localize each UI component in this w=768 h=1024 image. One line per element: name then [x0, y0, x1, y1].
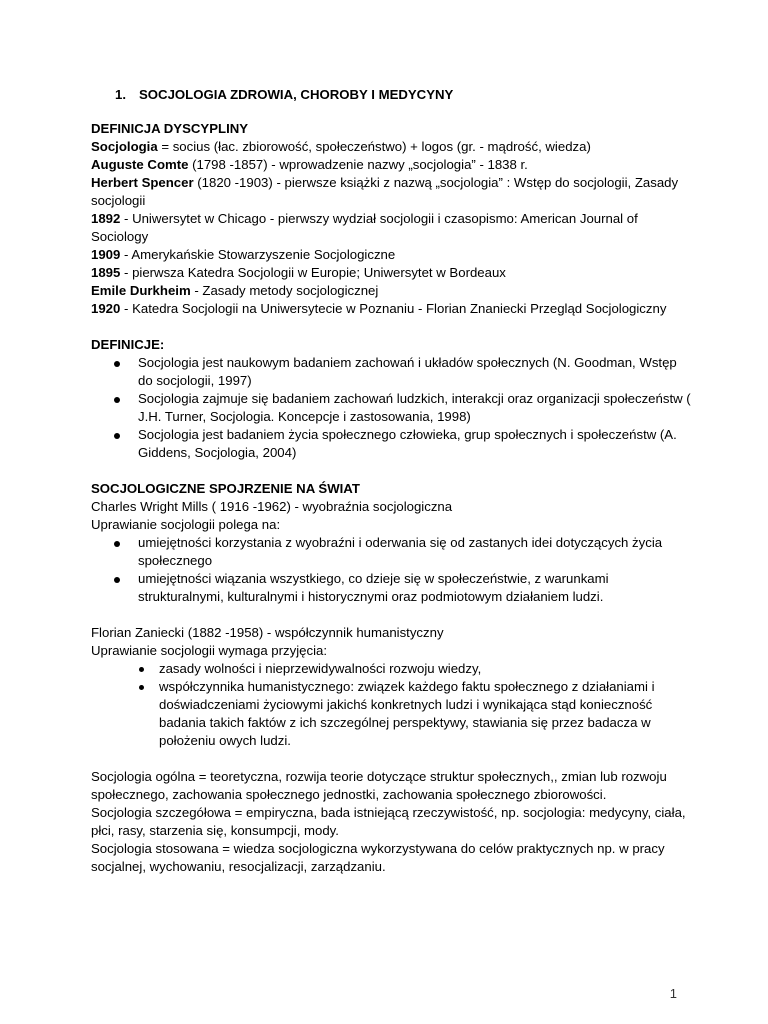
text-line: Florian Zaniecki (1882 -1958) - współczynnik humanistyczny [91, 625, 444, 640]
section-zaniecki [91, 624, 691, 750]
text-line: 1920 - Katedra Socjologii na Uniwersytecie w Poznaniu - Florian Znaniecki Przegląd Socjologiczny [91, 301, 667, 316]
zaniecki-list [91, 660, 691, 750]
list-item: Socjologia jest naukowym badaniem zachowań i układów społecznych (N. Goodman, Wstęp do socjologii, 1997) [91, 354, 691, 390]
section-title: SOCJOLOGICZNE SPOJRZENIE NA ŚWIAT [91, 481, 360, 496]
text-line: 1895 - pierwsza Katedra Socjologii w Europie; Uniwersytet w Bordeaux [91, 265, 506, 280]
list-item: Socjologia zajmuje się badaniem zachowań ludzkich, interakcji oraz organizacji społeczeństw ( J.H. Turner, Socjologia. Koncepcje i zastosowania, 1998) [91, 390, 691, 426]
chapter-number: 1. [115, 87, 126, 102]
section-title: DEFINICJE: [91, 337, 165, 352]
section-closing [91, 768, 691, 876]
section-spojrzenie [91, 480, 691, 606]
text-line: 1909 - Amerykańskie Stowarzyszenie Socjologiczne [91, 247, 396, 262]
list-item: zasady wolności i nieprzewidywalności rozwoju wiedzy, [91, 660, 691, 678]
paragraph: Socjologia stosowana = wiedza socjologiczna wykorzystywana do celów praktycznych np. w pracy socjalnej, wychowaniu, resocjalizacji, zarządzaniu. [91, 841, 665, 874]
document-page [91, 86, 691, 876]
section-definicja-dyscypliny [91, 120, 691, 318]
chapter-heading [115, 86, 691, 104]
text-line: Emile Durkheim - Zasady metody socjologicznej [91, 283, 379, 298]
text-line: Uprawianie socjologii polega na: [91, 517, 281, 532]
text-line: Charles Wright Mills ( 1916 -1962) - wyobraźnia socjologiczna [91, 499, 453, 514]
list-item: umiejętności korzystania z wyobraźni i oderwania się od zastanych idei dotyczących życia społecznego [91, 534, 691, 570]
text-line: 1892 - Uniwersytet w Chicago - pierwszy wydział socjologii i czasopismo: American Journal of Sociology [91, 211, 638, 244]
paragraph: Socjologia szczegółowa = empiryczna, bada istniejącą rzeczywistość, np. socjologia: medycyny, ciała, płci, rasy, starzenia się, konsumpcji, mody. [91, 805, 686, 838]
paragraph: Socjologia ogólna = teoretyczna, rozwija teorie dotyczące struktur społecznych,, zmian lub rozwoju społecznego, zachowania społecznego jednostki, zachowania społecznego zbiorowości. [91, 769, 667, 802]
section-title: DEFINICJA DYSCYPLINY [91, 121, 249, 136]
list-item: współczynnika humanistycznego: związek każdego faktu społecznego z działaniami i doświadczeniami życiowymi jakichś konkretnych ludzi i wynikająca stąd konieczność badania takich faktów z ich szczególnej perspektywy, stawiania się przez badacza w położeniu owych ludzi. [91, 678, 691, 750]
text-line: Auguste Comte (1798 -1857) - wprowadzenie nazwy „socjologia” - 1838 r. [91, 157, 528, 172]
text-line: Herbert Spencer (1820 -1903) - pierwsze książki z nazwą „socjologia” : Wstęp do socjologii, Zasady socjologii [91, 175, 679, 208]
mills-list [91, 534, 691, 606]
chapter-title: SOCJOLOGIA ZDROWIA, CHOROBY I MEDYCYNY [139, 87, 454, 102]
page-number: 1 [669, 986, 677, 1001]
definitions-list [91, 354, 691, 462]
list-item: Socjologia jest badaniem życia społecznego człowieka, grup społecznych i społeczeństw (A. Giddens, Socjologia, 2004) [91, 426, 691, 462]
text-line: Socjologia = socius (łac. zbiorowość, społeczeństwo) + logos (gr. - mądrość, wiedza) [91, 139, 591, 154]
text-line: Uprawianie socjologii wymaga przyjęcia: [91, 643, 328, 658]
list-item: umiejętności wiązania wszystkiego, co dzieje się w społeczeństwie, z warunkami strukturalnymi, kulturalnymi i historycznymi oraz podmiotowym działaniem ludzi. [91, 570, 691, 606]
section-definicje [91, 336, 691, 462]
